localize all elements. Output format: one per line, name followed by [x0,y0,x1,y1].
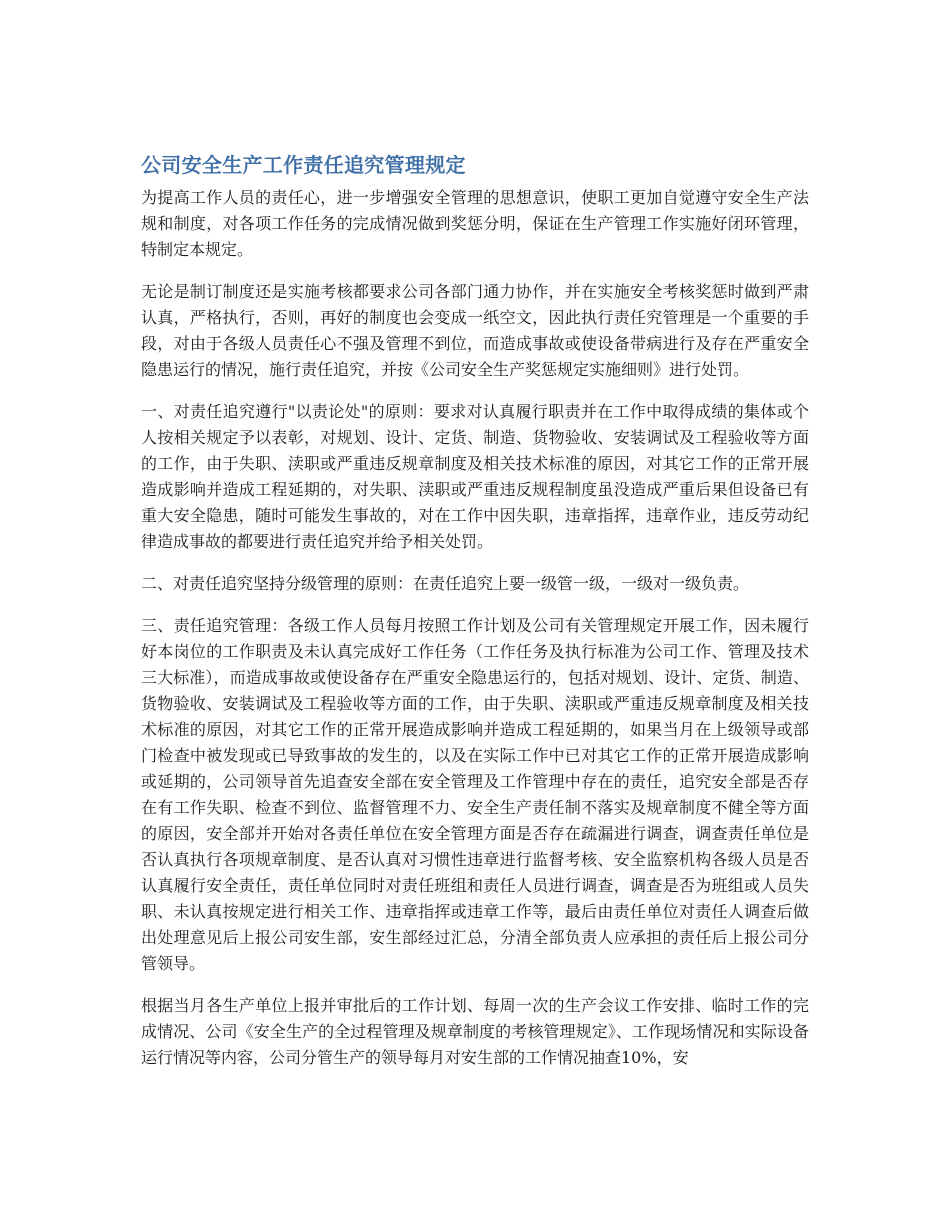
paragraph-principle-two: 二、对责任追究坚持分级管理的原则：在责任追究上要一级管一级，一级对一级负责。 [141,574,750,593]
document-page [141,150,809,1087]
paragraph-purpose: 为提高工作人员的责任心，进一步增强安全管理的思想意识，使职工更加自觉遵守安全生产法规和制度，对各项工作任务的完成情况做到奖惩分明，保证在生产管理工作实施好闭环管理，特制定本规定。 [141,188,809,259]
paragraph-cooperation: 无论是制订制度还是实施考核都要求公司各部门通力协作，并在实施安全考核奖惩时做到严肃认真，严格执行，否则，再好的制度也会变成一纸空文，因此执行责任究管理是一个重要的手段，对由于各级人员责任心不强及管理不到位，而造成事故或使设备带病进行及存在严重安全隐患运行的情况，施行责任追究，并按《公司安全生产奖惩规定实施细则》进行处罚。 [141,282,809,379]
document-title: 公司安全生产工作责任追究管理规定 [141,153,466,177]
paragraph-principle-one: 一、对责任追究遵行"以责论处"的原则：要求对认真履行职责并在工作中取得成绩的集体或个人按相关规定予以表彰，对规划、设计、定货、制造、货物验收、安装调试及工程验收等方面的工作，由于失职、渎职或严重违反规章制度及相关技术标准的原因，对其它工作的正常开展造成影响并造成工程延期的，对失职、渎职或严重违反规程制度虽没造成严重后果但设备已有重大安全隐患，随时可能发生事故的，对在工作中因失职，违章指挥，违章作业，违反劳动纪律造成事故的都要进行责任追究并给予相关处罚。 [141,402,809,551]
paragraph-management-three: 三、责任追究管理：各级工作人员每月按照工作计划及公司有关管理规定开展工作，因未履行好本岗位的工作职责及未认真完成好工作任务（工作任务及执行标准为公司工作、管理及技术三大标准），而造成事故或使设备存在严重安全隐患运行的，包括对规划、设计、定货、制造、货物验收、安装调试及工程验收等方面的工作，由于失职、渎职或严重违反规章制度及相关技术标准的原因，对其它工作的正常开展造成影响并造成工程延期的，如果当月在上级领导或部门检查中被发现或已导致事故的发生的，以及在实际工作中已对其它工作的正常开展造成影响或延期的，公司领导首先追查安全部在安全管理及工作管理中存在的责任，追究安全部是否存在有工作失职、检查不到位、监督管理不力、安全生产责任制不落实及规章制度不健全等方面的原因，安全部并开始对各责任单位在安全管理方面是否存在疏漏进行调查，调查责任单位是否认真执行各项规章制度、是否认真对习惯性违章进行监督考核、安全监察机构各级人员是否认真履行安全责任，责任单位同时对责任班组和责任人员进行调查，调查是否为班组或人员失职、未认真按规定进行相关工作、违章指挥或违章工作等，最后由责任单位对责任人调查后做出处理意见后上报公司安生部，安生部经过汇总，分清全部负责人应承担的责任后上报公司分管领导。 [141,616,809,973]
paragraph-monthly-check: 根据当月各生产单位上报并审批后的工作计划、每周一次的生产会议工作安排、临时工作的完成情况、公司《安全生产的全过程管理及规章制度的考核管理规定》、工作现场情况和实际设备运行情况等内容，公司分管生产的领导每月对安生部的工作情况抽查10%，安 [141,996,809,1067]
